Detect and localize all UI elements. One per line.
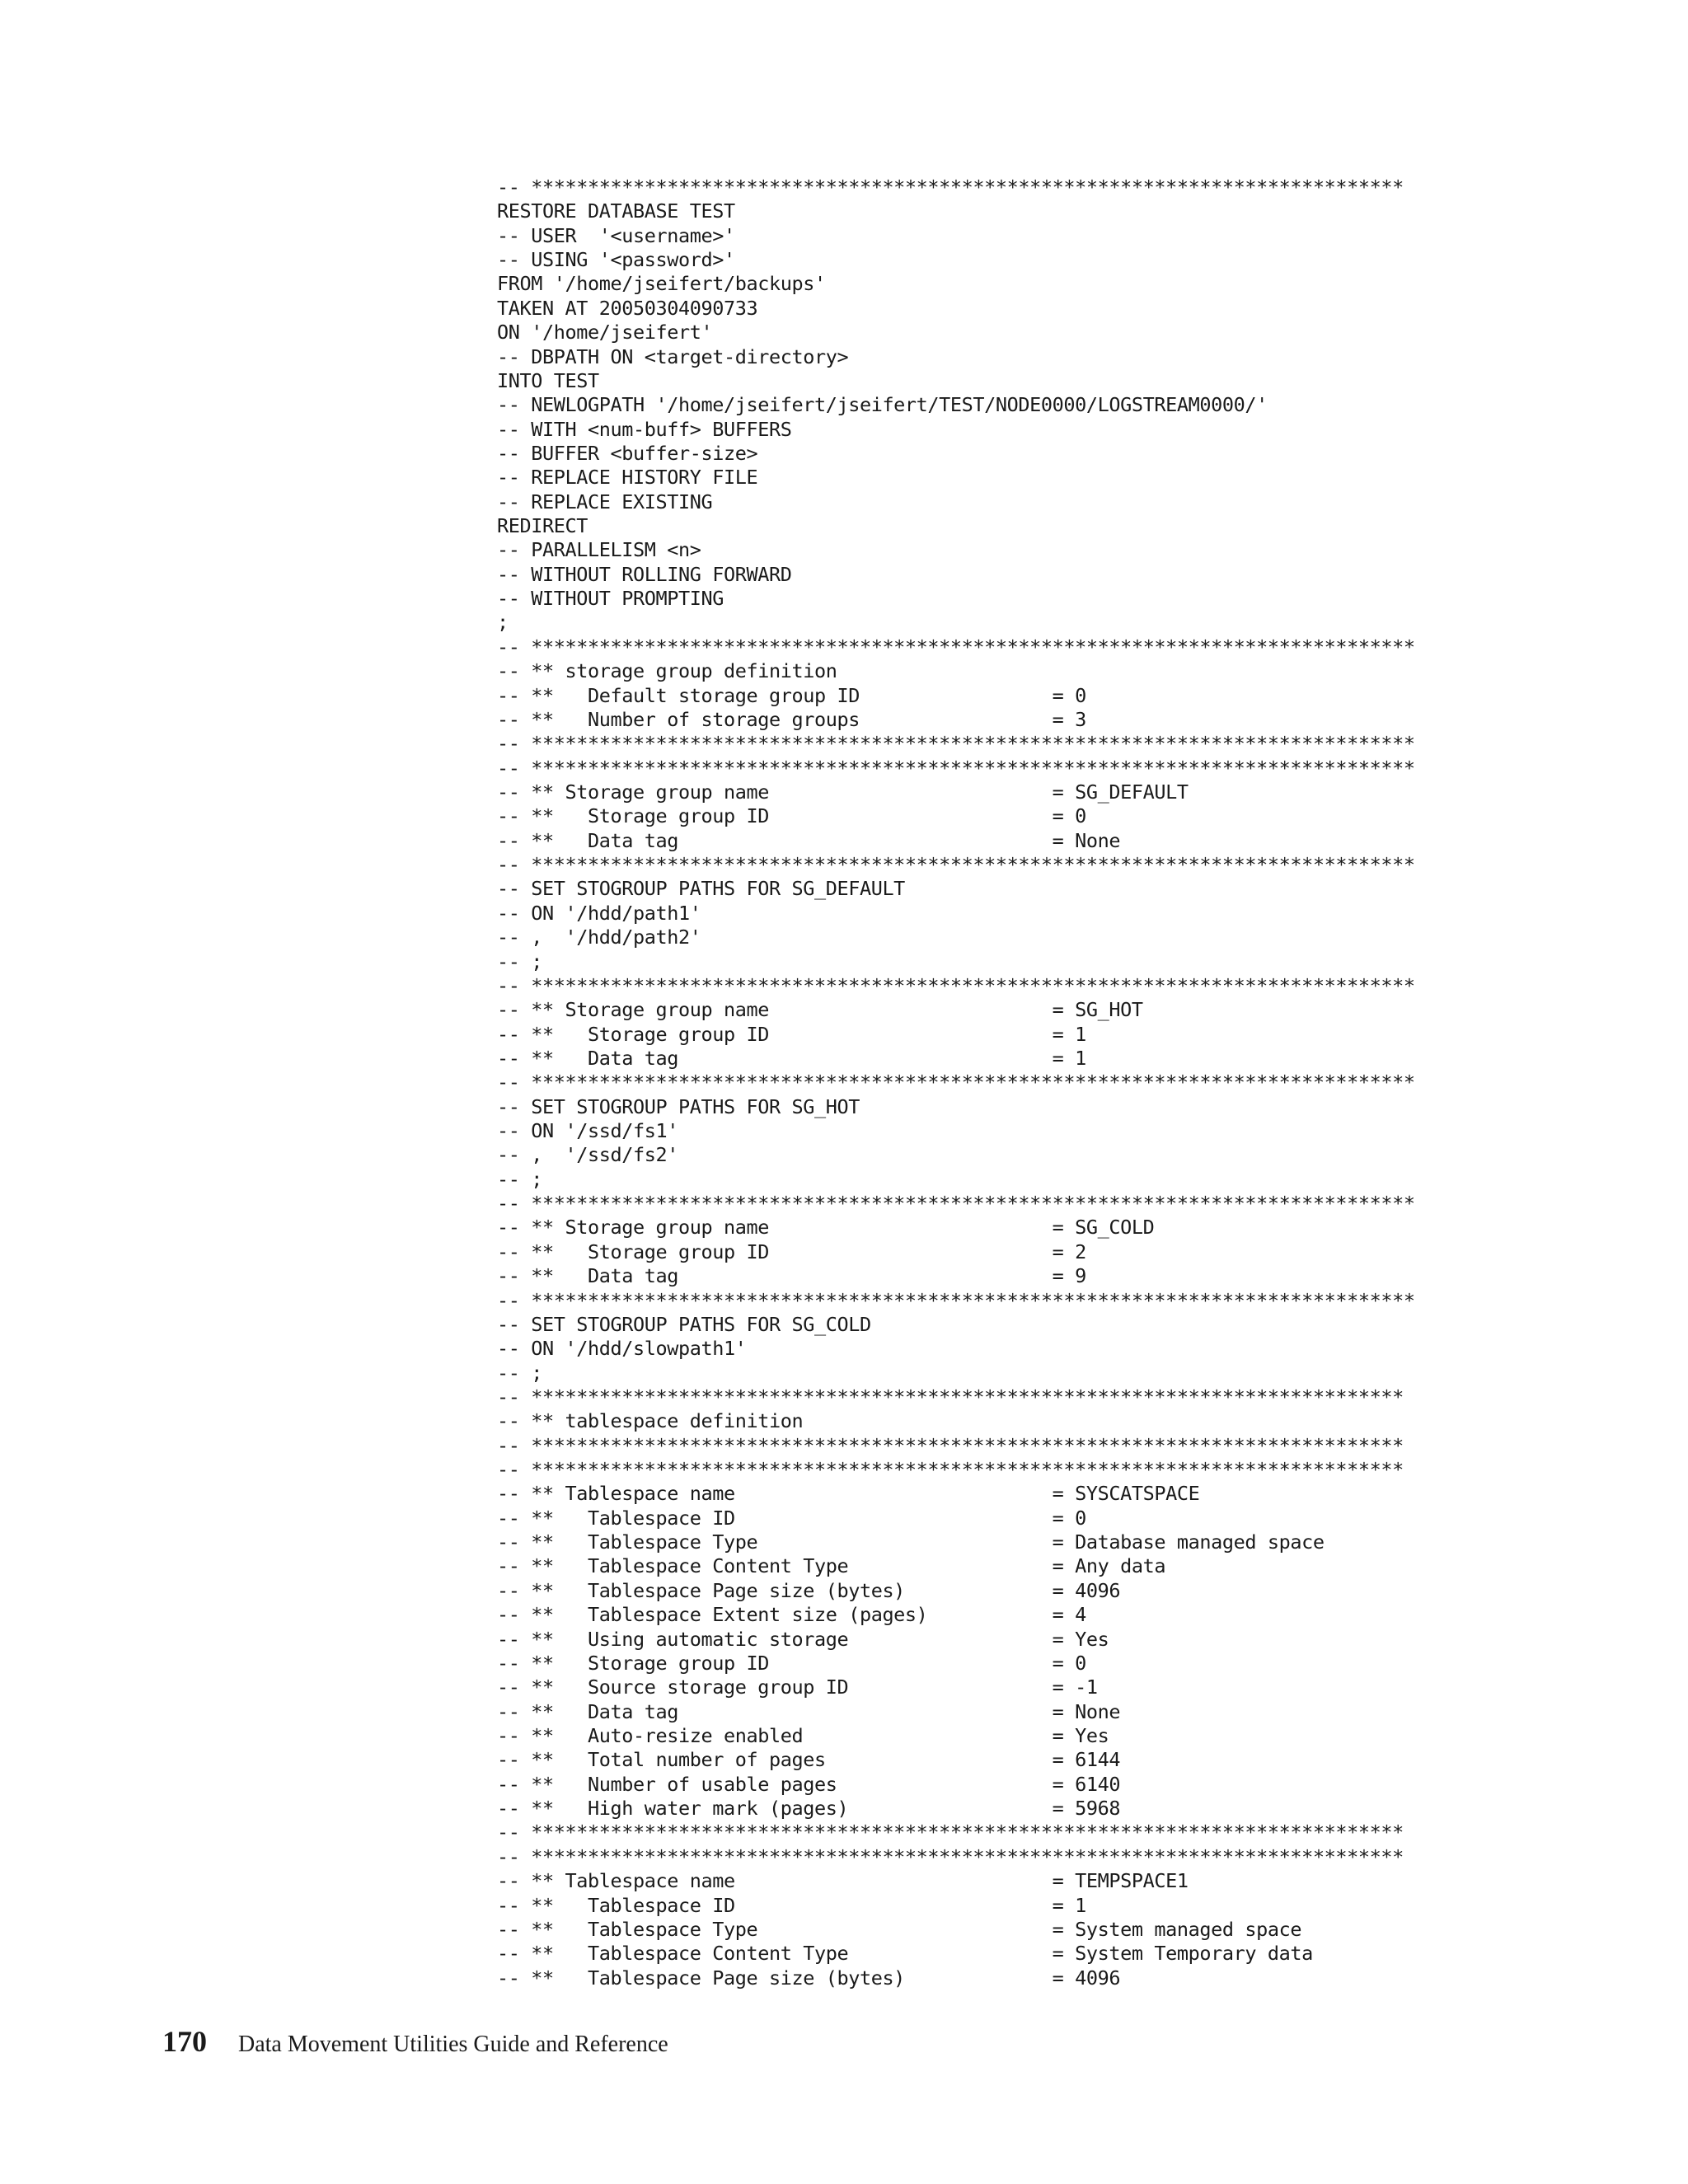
code-line: -- ** Data tag = 1 [497, 1046, 1086, 1070]
code-line: -- ; [497, 1167, 542, 1191]
code-line: FROM '/home/jseifert/backups' [497, 272, 826, 296]
code-line: -- ****************************************************************************** [497, 635, 1415, 658]
code-line: -- ** Tablespace name = TEMPSPACE1 [497, 1869, 1189, 1893]
code-line: -- ON '/hdd/slowpath1' [497, 1337, 747, 1361]
code-line: -- ****************************************************************************** [497, 756, 1415, 780]
code-line: -- ** Source storage group ID = -1 [497, 1675, 1098, 1699]
code-line: -- ON '/ssd/fs1' [497, 1119, 678, 1143]
book-title: Data Movement Utilities Guide and Reference [238, 2032, 668, 2057]
code-line: -- SET STOGROUP PATHS FOR SG_HOT [497, 1094, 860, 1118]
code-line: -- ** Storage group name = SG_COLD [497, 1216, 1155, 1240]
code-line: -- BUFFER <buffer-size> [497, 441, 758, 465]
code-line: -- ** Tablespace Page size (bytes) = 4096 [497, 1966, 1121, 1990]
code-line: -- , '/ssd/fs2' [497, 1143, 678, 1167]
code-line: -- ** Tablespace Extent size (pages) = 4 [497, 1603, 1086, 1627]
code-line: -- NEWLOGPATH '/home/jseifert/jseifert/TEST/NODE0000/LOGSTREAM0000/' [497, 393, 1268, 417]
code-line: -- ****************************************************************************** [497, 1288, 1415, 1312]
code-line: -- ** Tablespace ID = 1 [497, 1893, 1086, 1917]
code-line: TAKEN AT 20050304090733 [497, 296, 758, 320]
code-line: -- ** Tablespace Content Type = System Temporary data [497, 1942, 1313, 1966]
code-line: -- WITH <num-buff> BUFFERS [497, 417, 792, 441]
code-line: -- ** Storage group name = SG_HOT [497, 998, 1143, 1022]
code-line: -- REPLACE EXISTING [497, 490, 713, 513]
code-line: -- SET STOGROUP PATHS FOR SG_DEFAULT [497, 877, 905, 901]
code-line: -- ** Data tag = None [497, 1699, 1121, 1723]
code-line: -- ** Tablespace Type = Database managed space [497, 1530, 1325, 1554]
code-line: -- ***************************************************************************** [497, 176, 1404, 199]
code-line: -- ** Data tag = 9 [497, 1264, 1086, 1288]
code-line: -- ** Tablespace Content Type = Any data [497, 1554, 1166, 1578]
code-line: -- USING '<password>' [497, 248, 735, 272]
code-line: -- REPLACE HISTORY FILE [497, 466, 758, 490]
code-line: REDIRECT [497, 514, 588, 538]
code-line: INTO TEST [497, 368, 599, 392]
code-line: -- ** Storage group ID = 0 [497, 1651, 1086, 1675]
code-line: -- ** Tablespace Type = System managed space [497, 1917, 1302, 1941]
code-line: -- ****************************************************************************** [497, 973, 1415, 997]
code-line: -- ** Default storage group ID = 0 [497, 683, 1086, 707]
code-line: -- WITHOUT PROMPTING [497, 587, 724, 611]
code-line: -- ** Storage group name = SG_DEFAULT [497, 780, 1189, 804]
code-line: -- ****************************************************************************** [497, 853, 1415, 877]
code-line: -- ** Data tag = None [497, 828, 1121, 852]
code-line: -- ** Using automatic storage = Yes [497, 1627, 1109, 1651]
code-line: -- ** Auto-resize enabled = Yes [497, 1724, 1109, 1747]
code-line: -- ****************************************************************************** [497, 1192, 1415, 1216]
code-line: -- ** Tablespace Page size (bytes) = 4096 [497, 1578, 1121, 1602]
code-line: -- ON '/hdd/path1' [497, 901, 701, 925]
code-line: -- ** Storage group ID = 1 [497, 1022, 1086, 1046]
code-line: -- DBPATH ON <target-directory> [497, 344, 849, 368]
code-line: -- ** Number of usable pages = 6140 [497, 1772, 1121, 1796]
code-line: -- ** High water mark (pages) = 5968 [497, 1797, 1121, 1821]
code-line: RESTORE DATABASE TEST [497, 199, 735, 223]
code-line: ; [497, 611, 509, 635]
code-line: -- ** Total number of pages = 6144 [497, 1748, 1121, 1772]
code-line: -- , '/hdd/path2' [497, 926, 701, 949]
code-line: -- ** Tablespace ID = 0 [497, 1506, 1086, 1530]
code-line: -- ** Number of storage groups = 3 [497, 707, 1086, 731]
code-line: -- SET STOGROUP PATHS FOR SG_COLD [497, 1312, 871, 1336]
code-line: -- ; [497, 1361, 542, 1385]
page-footer [162, 2024, 668, 2059]
code-line: -- ; [497, 949, 542, 973]
code-line: -- PARALLELISM <n> [497, 538, 701, 562]
code-line: -- ** Storage group ID = 0 [497, 804, 1086, 828]
code-line: -- ***************************************************************************** [497, 1844, 1404, 1868]
code-line: -- ** Storage group ID = 2 [497, 1240, 1086, 1263]
code-line: -- ** storage group definition [497, 659, 837, 683]
code-line: -- WITHOUT ROLLING FORWARD [497, 562, 792, 586]
code-line: -- ** tablespace definition [497, 1409, 804, 1433]
code-line: -- ***************************************************************************** [497, 1385, 1404, 1408]
code-line: -- ***************************************************************************** [497, 1821, 1404, 1844]
page-number: 170 [162, 2025, 207, 2058]
code-line: -- ****************************************************************************** [497, 732, 1415, 756]
code-line: -- ***************************************************************************** [497, 1433, 1404, 1457]
code-line: -- ***************************************************************************** [497, 1458, 1404, 1482]
code-line: -- ** Tablespace name = SYSCATSPACE [497, 1482, 1200, 1506]
code-listing [497, 176, 1415, 1990]
code-line: -- USER '<username>' [497, 223, 735, 247]
code-line: ON '/home/jseifert' [497, 321, 713, 344]
code-line: -- ****************************************************************************** [497, 1071, 1415, 1094]
